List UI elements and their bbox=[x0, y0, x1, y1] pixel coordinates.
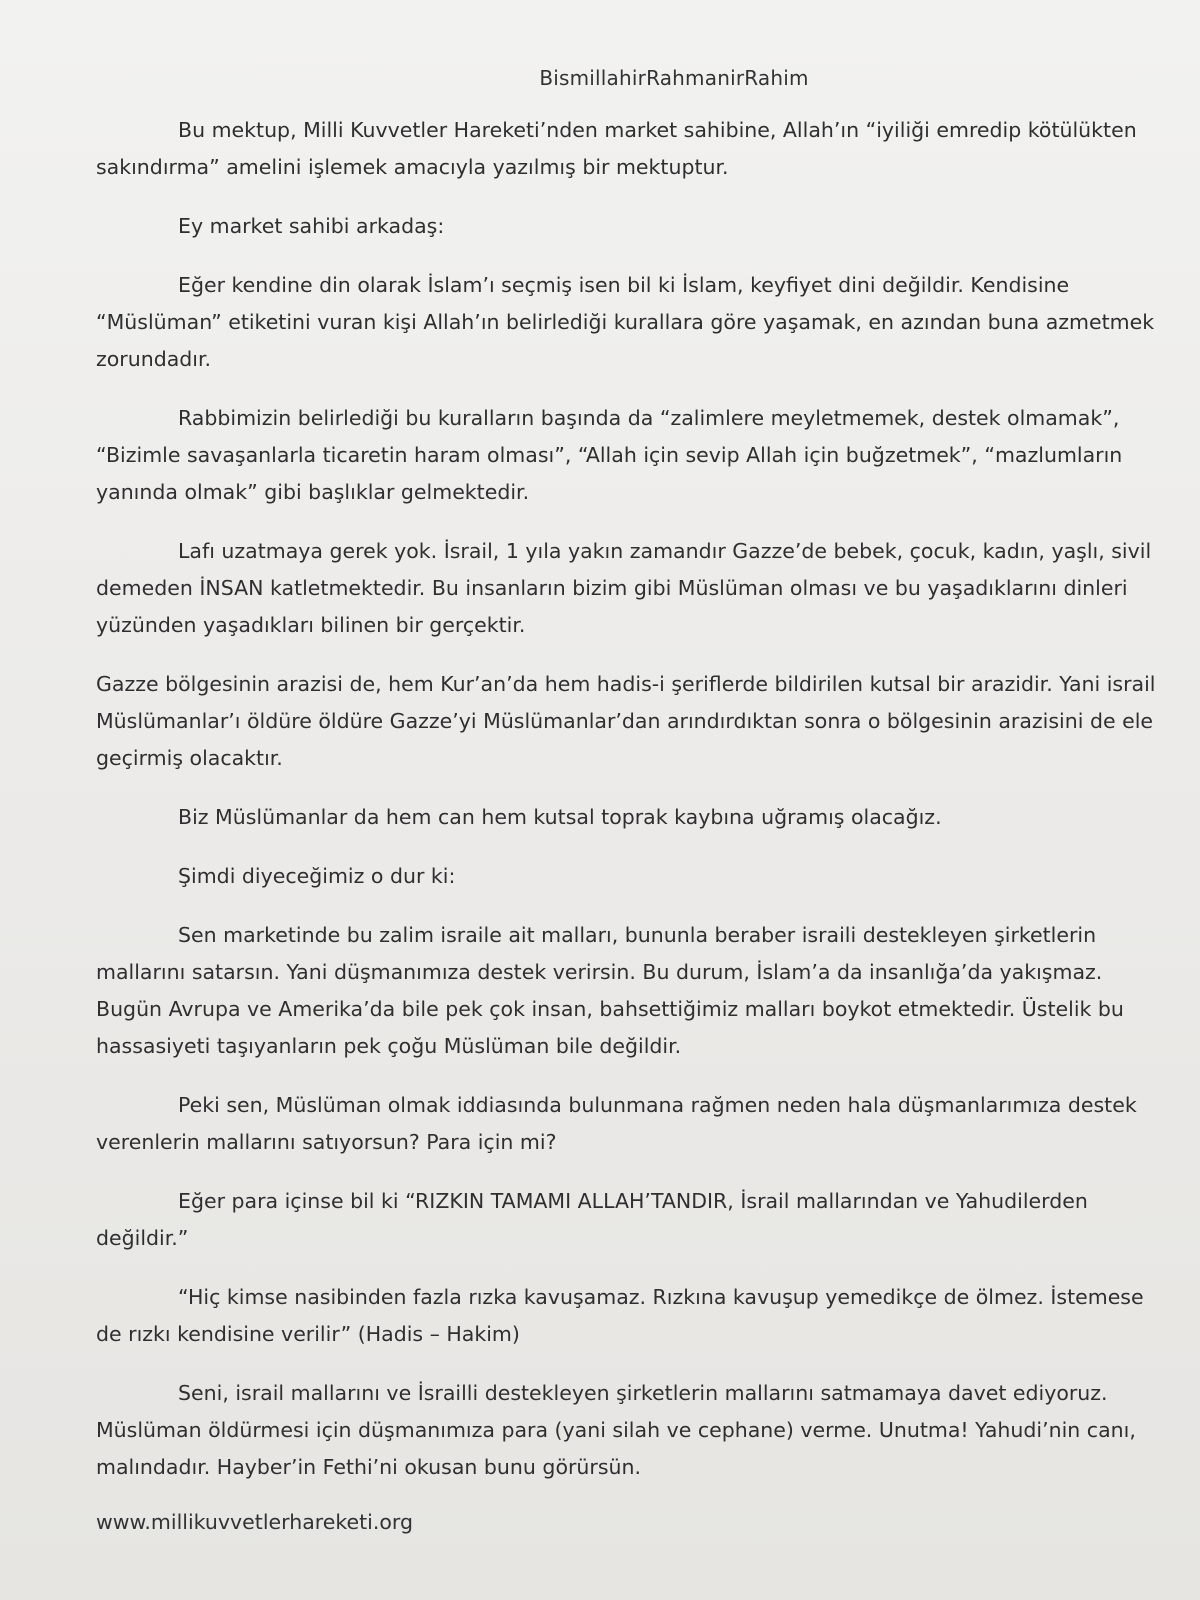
paragraph-loss: Biz Müslümanlar da hem can hem kutsal toprak kaybına uğramış olacağız. bbox=[178, 805, 942, 829]
website-url: www.millikuvvetlerhareketi.org bbox=[96, 1510, 413, 1534]
paragraph-hadith: “Hiç kimse nasibinden fazla rızka kavuşamaz. Rızkına kavuşup yemedikçe de ölmez. İstemese de rızkı kendisine verilir” (Hadis – Hakim) bbox=[96, 1285, 1144, 1346]
paragraph-salutation: Ey market sahibi arkadaş: bbox=[178, 214, 445, 238]
paragraph-islam-rules: Eğer kendine din olarak İslam’ı seçmiş isen bil ki İslam, keyfiyet dini değildir. Kendisine “Müslüman” etiketini vuran kişi Allah’ın belirlediği kurallara göre yaşamak, en azından buna azmetmek zorundadır. bbox=[96, 273, 1155, 371]
paragraph-gaza: Lafı uzatmaya gerek yok. İsrail, 1 yıla yakın zamandır Gazze’de bebek, çocuk, kadın, yaşlı, sivil demeden İNSAN katletmektedir. Bu insanların bizim gibi Müslüman olması ve bu yaşadıklarını dinleri yüzünden yaşadıkları bilinen bir gerçektir. bbox=[96, 539, 1152, 637]
paragraph-invitation: Seni, israil mallarını ve İsrailli destekleyen şirketlerin mallarını satmamaya davet ediyoruz. Müslüman öldürmesi için düşmanımıza para (yani silah ve cephane) verme. Unutma! Yahudi’nin canı, malındadır. Hayber’in Fethi’ni okusan bunu görürsün. bbox=[96, 1381, 1136, 1479]
paragraph-market-goods: Sen marketinde bu zalim israile ait malları, bununla beraber israili destekleyen şirketlerin mallarını satarsın. Yani düşmanımıza destek verirsin. Bu durum, İslam’a da insanlığa’da yakışmaz. Bugün Avrupa ve Amerika’da bile pek çok insan, bahsettiğimiz malları boykot etmektedir. Üstelik bu hassasiyeti taşıyanların pek çoğu Müslüman bile değildir. bbox=[96, 923, 1124, 1058]
paragraph-rules-list: Rabbimizin belirlediği bu kuralların başında da “zalimlere meyletmemek, destek olmamak”, “Bizimle savaşanlarla ticaretin haram olması”, “Allah için sevip Allah için buğzetmek”, “mazlumların yanında olmak” gibi başlıklar gelmektedir. bbox=[96, 406, 1123, 504]
paragraph-question: Peki sen, Müslüman olmak iddiasında bulunmana rağmen neden hala düşmanlarımıza destek verenlerin mallarını satıyorsun? Para için mi? bbox=[96, 1093, 1137, 1154]
paragraph-now: Şimdi diyeceğimiz o dur ki: bbox=[178, 864, 456, 888]
paragraph-intro: Bu mektup, Milli Kuvvetler Hareketi’nden market sahibine, Allah’ın “iyiliği emredip kötülükten sakındırma” amelini işlemek amacıyla yazılmış bir mektuptur. bbox=[96, 118, 1137, 179]
letter-heading: BismillahirRahmanirRahim bbox=[539, 66, 809, 90]
paragraph-rizk: Eğer para içinse bil ki “RIZKIN TAMAMI ALLAH’TANDIR, İsrail mallarından ve Yahudilerden değildir.” bbox=[96, 1189, 1088, 1250]
paragraph-holy-land: Gazze bölgesinin arazisi de, hem Kur’an’da hem hadis-i şeriflerde bildirilen kutsal bir arazidir. Yani israil Müslümanlar’ı öldüre öldüre Gazze’yi Müslümanlar’dan arındırdıktan sonra o bölgesinin arazisini de ele geçirmiş olacaktır. bbox=[96, 672, 1156, 770]
